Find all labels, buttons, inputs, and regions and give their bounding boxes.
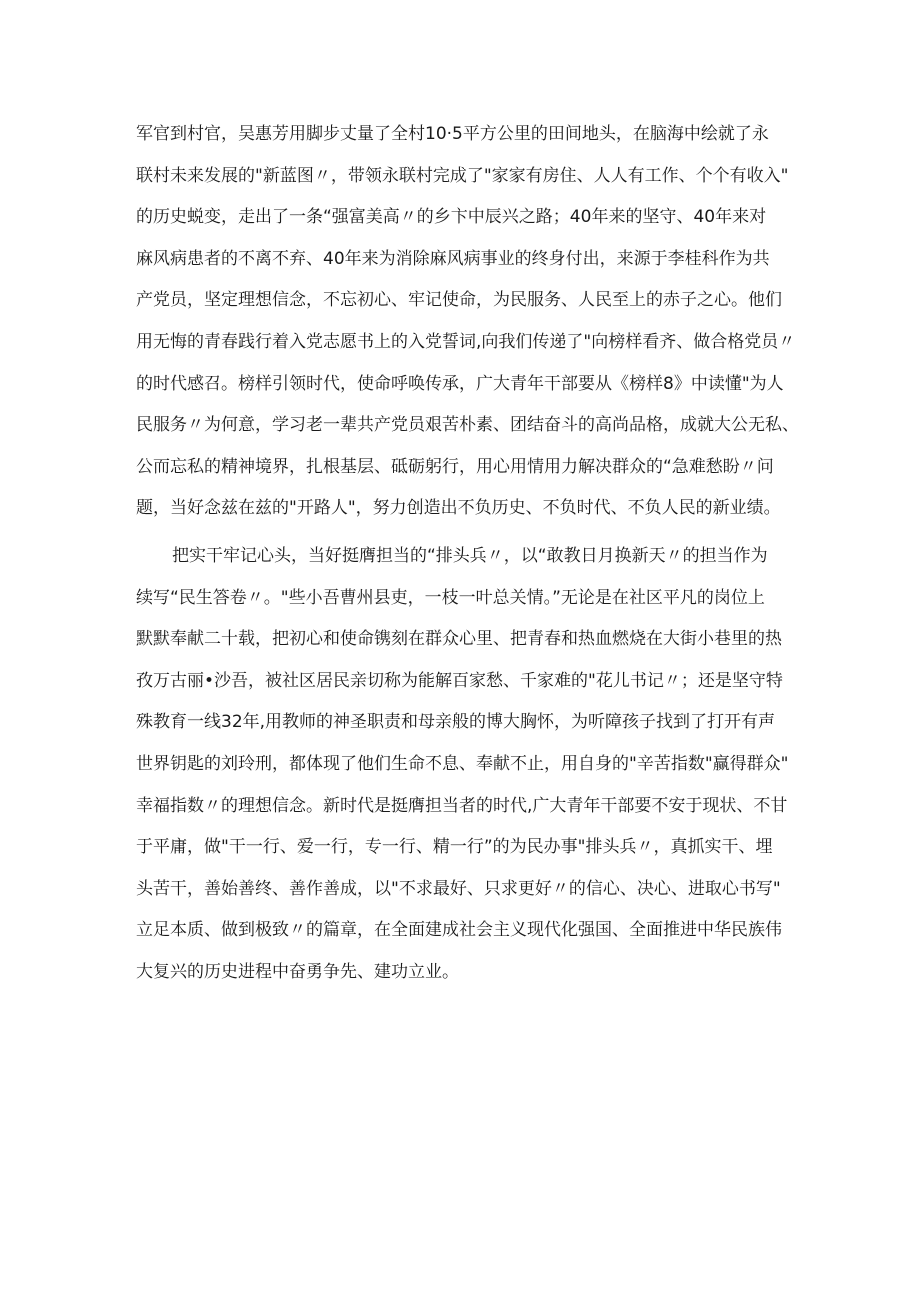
text-line: 孜万古丽•沙吾，被社区居民亲切称为能解百家愁、千家难的"花儿书记〃；还是坚守特 <box>136 670 783 691</box>
text-line: 立足本质、做到极致〃的篇章，在全面建成社会主义现代化强国、全面推进中华民族伟 <box>136 920 782 941</box>
text-line: 大复兴的历史进程中奋勇争先、建功立业。 <box>136 961 459 982</box>
text-line: 联村未来发展的"新蓝图〃，带领永联村完成了"家家有房住、人人有工作、个个有收入" <box>136 165 789 186</box>
text-line: 的历史蜕变，走出了一条“强富美高〃的乡卞中辰兴之路；40年来的坚守、40年来对 <box>136 207 767 228</box>
document-body <box>136 114 799 993</box>
text-line: 用无悔的青春践行着入党志愿书上的入党誓词,向我们传递了"向榜样看齐、做合格党员〃 <box>136 331 796 352</box>
text-line: 麻风病患者的不离不弃、40年来为消除麻风病事业的终身付出，来源于李桂科作为共 <box>136 248 770 269</box>
text-line: 世界钥匙的刘玲刑，都体现了他们生命不息、奉献不止，用自身的"辛苦指数"赢得群众" <box>136 753 789 774</box>
text-line: 的时代感召。榜样引领时代，使命呼唤传承，广大青年干部要从《榜样8》中读懂"为人 <box>136 373 784 394</box>
text-line: 题，当好念兹在兹的"开路人"，努力创造出不负历史、不负时代、不负人民的新业绩。 <box>136 498 781 519</box>
text-line: 产党员，坚定理想信念，不忘初心、牢记使命，为民服务、人民至上的赤子之心。他们 <box>136 290 782 311</box>
text-line: 公而忘私的精神境界，扎根基层、砥砺躬行，用心用情用力解决群众的“急难愁盼〃问 <box>136 456 774 477</box>
text-line: 殊教育一线32年,用教师的神圣职责和母亲般的博大胸怀，为听障孩子找到了打开有声 <box>136 712 776 733</box>
text-line: 于平庸，做"干一行、爱一行，专一行、精一行”的为民办事"排头兵〃，真抓实干、埋 <box>136 837 773 858</box>
text-line: 幸福指数〃的理想信念。新时代是挺膺担当者的时代,广大青年干部要不安于现状、不甘 <box>136 795 788 816</box>
text-line: 军官到村官，吴惠芳用脚步丈量了全村10·5平方公里的田间地头，在脑海中绘就了永 <box>136 124 769 144</box>
paragraph <box>136 114 799 530</box>
text-line: 民服务〃为何意，学习老一辈共产党员艰苦朴素、团结奋斗的高尚品格，成就大公无私、 <box>136 415 799 436</box>
text-line: 头苦干，善始善终、善作善成，以"不求最好、只求更好〃的信心、决心、进取心书写" <box>136 878 781 899</box>
text-line: 续写“民生答卷〃。"些小吾曹州县吏，一枝一叶总关情。”无论是在社区平凡的岗位上 <box>136 587 765 608</box>
text-line: 默默奉献二十载，把初心和使命镌刻在群众心里、把青春和热血燃烧在大街小巷里的热 <box>136 629 782 650</box>
paragraph <box>136 536 796 994</box>
text-line: 把实干牢记心头，当好挺膺担当的“排头兵〃，以“敢教日月换新天〃的担当作为 <box>172 545 768 566</box>
